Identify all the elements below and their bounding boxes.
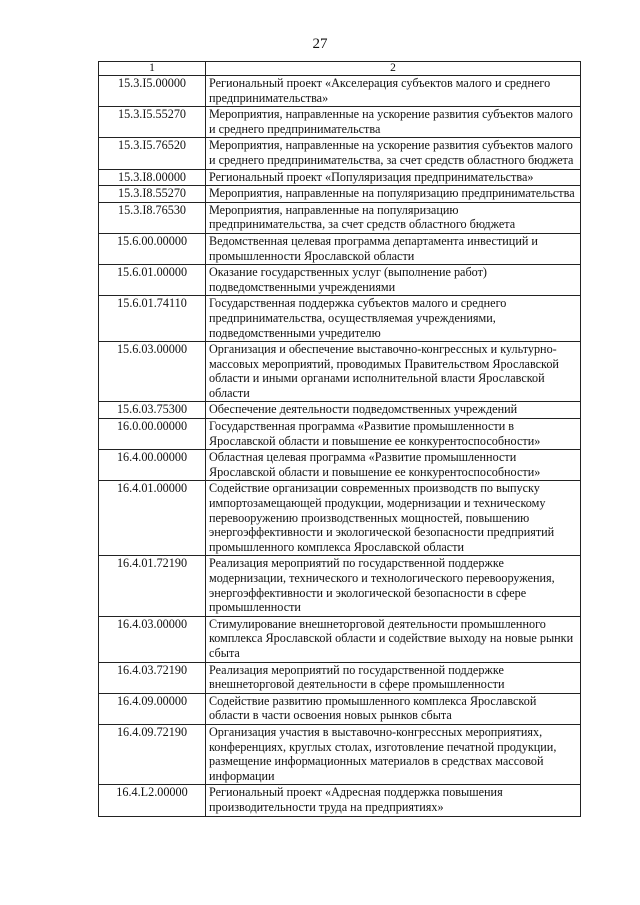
column-header-1: 1 <box>99 62 206 76</box>
table-row <box>99 202 581 233</box>
row-name: Обеспечение деятельности подведомственных учреждений <box>206 402 581 419</box>
row-code: 15.3.I8.00000 <box>99 169 206 186</box>
row-code: 15.6.00.00000 <box>99 233 206 264</box>
table-row <box>99 481 581 556</box>
table-row <box>99 662 581 693</box>
budget-classification-table <box>98 61 581 817</box>
row-code: 16.4.01.72190 <box>99 556 206 616</box>
row-name: Оказание государственных услуг (выполнение работ) подведомственными учреждениями <box>206 265 581 296</box>
row-code: 16.4.09.00000 <box>99 693 206 724</box>
row-code: 15.3.I5.00000 <box>99 76 206 107</box>
row-code: 16.4.03.00000 <box>99 616 206 662</box>
table-row <box>99 138 581 169</box>
table-row <box>99 693 581 724</box>
table-header-row <box>99 62 581 76</box>
table-row <box>99 616 581 662</box>
table-row <box>99 342 581 402</box>
row-name: Областная целевая программа «Развитие промышленности Ярославской области и повышение ее конкурентоспособности» <box>206 450 581 481</box>
row-name: Мероприятия, направленные на ускорение развития субъектов малого и среднего предпринимательства <box>206 107 581 138</box>
row-name: Государственная программа «Развитие промышленности в Ярославской области и повышение ее конкурентоспособности» <box>206 419 581 450</box>
table-row <box>99 107 581 138</box>
table-row <box>99 233 581 264</box>
table-row <box>99 450 581 481</box>
row-code: 15.6.03.75300 <box>99 402 206 419</box>
table-row <box>99 186 581 203</box>
table-row <box>99 419 581 450</box>
table-row <box>99 785 581 816</box>
row-name: Реализация мероприятий по государственной поддержке внешнеторговой деятельности в сфере промышленности <box>206 662 581 693</box>
row-name: Мероприятия, направленные на ускорение развития субъектов малого и среднего предпринимательства, за счет средств областного бюджета <box>206 138 581 169</box>
column-header-2: 2 <box>206 62 581 76</box>
table-row <box>99 556 581 616</box>
row-name: Организация участия в выставочно-конгрессных мероприятиях, конференциях, круглых столах, изготовление печатной продукции, размещение информационных материалов в средствах массовой информации <box>206 724 581 784</box>
table-row <box>99 265 581 296</box>
row-name: Государственная поддержка субъектов малого и среднего предпринимательства, осуществляемая учреждениями, подведомственными учредителю <box>206 296 581 342</box>
row-code: 16.4.09.72190 <box>99 724 206 784</box>
row-code: 15.3.I5.76520 <box>99 138 206 169</box>
row-name: Мероприятия, направленные на популяризацию предпринимательства <box>206 186 581 203</box>
row-name: Содействие организации современных производств по выпуску импортозамещающей продукции, модернизации и техническому перевооружению производственных мощностей, повышению энергоэффективности и экологической безопасности предприятий промышленного комплекса Ярославской области <box>206 481 581 556</box>
row-code: 15.6.01.74110 <box>99 296 206 342</box>
row-name: Реализация мероприятий по государственной поддержке модернизации, технического и технологического перевооружения, энергоэффективности и экологической безопасности в сфере промышленности <box>206 556 581 616</box>
table-row <box>99 169 581 186</box>
row-code: 15.3.I8.76530 <box>99 202 206 233</box>
row-name: Мероприятия, направленные на популяризацию предпринимательства, за счет средств областного бюджета <box>206 202 581 233</box>
row-code: 16.4.00.00000 <box>99 450 206 481</box>
table-row <box>99 76 581 107</box>
row-code: 16.4.01.00000 <box>99 481 206 556</box>
table-row <box>99 402 581 419</box>
page-number: 27 <box>312 36 328 52</box>
row-code: 16.4.L2.00000 <box>99 785 206 816</box>
row-code: 16.4.03.72190 <box>99 662 206 693</box>
row-name: Организация и обеспечение выставочно-конгрессных и культурно-массовых мероприятий, проводимых Правительством Ярославской области и иными органами исполнительной власти Ярославской области <box>206 342 581 402</box>
row-code: 15.6.03.00000 <box>99 342 206 402</box>
row-name: Региональный проект «Адресная поддержка повышения производительности труда на предприятиях» <box>206 785 581 816</box>
row-code: 16.0.00.00000 <box>99 419 206 450</box>
row-name: Региональный проект «Акселерация субъектов малого и среднего предпринимательства» <box>206 76 581 107</box>
row-name: Содействие развитию промышленного комплекса Ярославской области в части освоения новых рынков сбыта <box>206 693 581 724</box>
row-name: Региональный проект «Популяризация предпринимательства» <box>206 169 581 186</box>
table-row <box>99 724 581 784</box>
row-name: Ведомственная целевая программа департамента инвестиций и промышленности Ярославской области <box>206 233 581 264</box>
row-name: Стимулирование внешнеторговой деятельности промышленного комплекса Ярославской области и содействие выходу на новые рынки сбыта <box>206 616 581 662</box>
row-code: 15.3.I5.55270 <box>99 107 206 138</box>
row-code: 15.3.I8.55270 <box>99 186 206 203</box>
table-row <box>99 296 581 342</box>
row-code: 15.6.01.00000 <box>99 265 206 296</box>
